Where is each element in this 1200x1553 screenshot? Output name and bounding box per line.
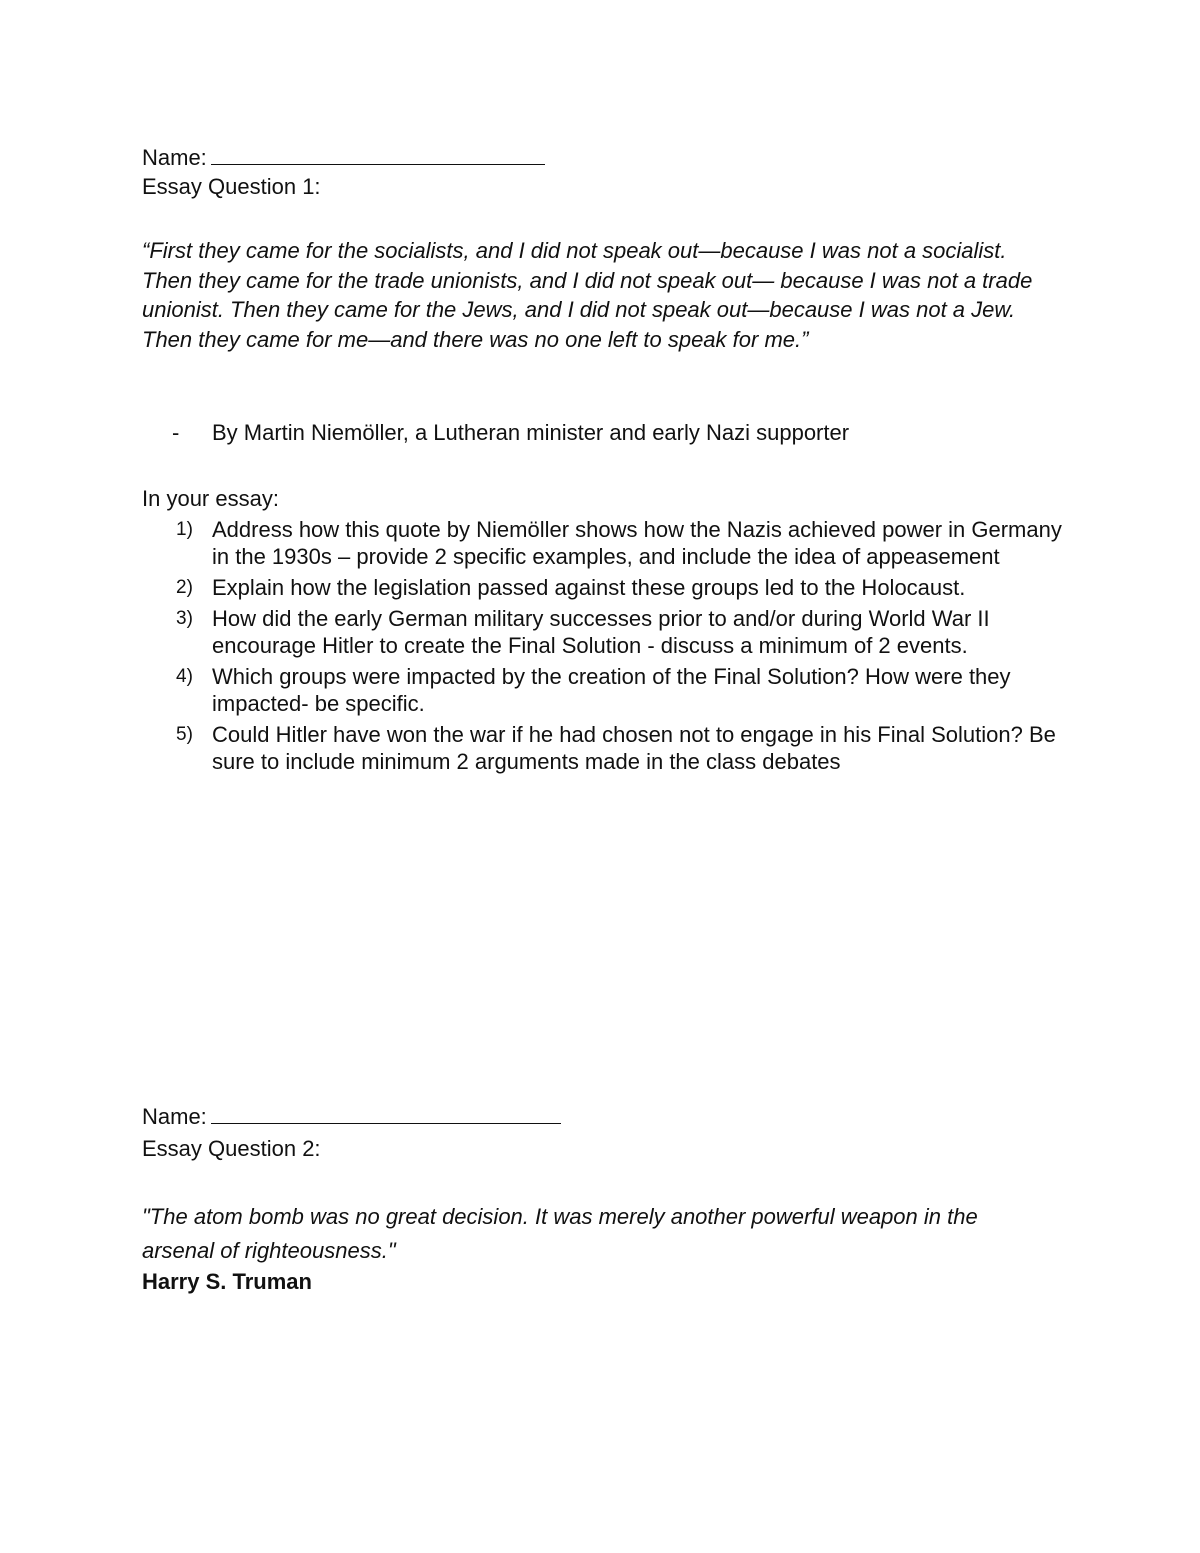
quote-line: Then they came for me—and there was no one left to speak for me.” <box>142 326 809 352</box>
list-item <box>142 663 1062 717</box>
list-number: 4) <box>176 666 193 687</box>
list-item <box>142 721 1062 775</box>
attribution-text: By Martin Niemöller, a Lutheran minister and early Nazi supporter <box>212 420 850 445</box>
list-item <box>142 516 1062 570</box>
essay-question-1-heading: Essay Question 1: <box>142 174 321 199</box>
list-text: How did the early German military successes prior to and/or during World War II encourage Hitler to create the Final Solution - discuss a minimum of 2 events. <box>212 606 990 658</box>
niemoller-quote <box>142 236 1047 354</box>
name-blank-line <box>211 142 545 165</box>
quote-line: Then they came for the trade unionists, and I did not speak out— because I was not a trade unionist. Then they came for the Jews, and I did not speak out—because I was not a Jew. <box>142 267 1033 322</box>
name-label: Name: <box>142 145 207 170</box>
quote-line: “First they came for the socialists, and I did not speak out—because I was not a socialist. <box>142 238 1007 263</box>
essay-question-2-heading: Essay Question 2: <box>142 1136 321 1161</box>
name-label: Name: <box>142 1104 207 1129</box>
list-number: 5) <box>176 724 193 745</box>
name-blank-line <box>211 1101 561 1124</box>
list-text: Which groups were impacted by the creation of the Final Solution? How were they impacted- be specific. <box>212 664 1011 716</box>
list-number: 3) <box>176 608 193 629</box>
essay-task-list <box>142 516 1062 779</box>
list-text: Could Hitler have won the war if he had chosen not to engage in his Final Solution? Be sure to include minimum 2 arguments made in the class debates <box>212 722 1056 774</box>
name-line-1 <box>142 142 1062 173</box>
quote-author: Harry S. Truman <box>142 1269 312 1294</box>
list-item <box>142 605 1062 659</box>
list-text: Explain how the legislation passed against these groups led to the Holocaust. <box>212 575 966 600</box>
quote-attribution <box>172 418 849 448</box>
name-line-2 <box>142 1101 1062 1132</box>
essay-intro: In your essay: <box>142 486 279 511</box>
list-item <box>142 574 1062 601</box>
attribution-dash: - <box>172 420 180 445</box>
truman-quote: "The atom bomb was no great decision. It was merely another powerful weapon in the arsenal of righteousness." <box>142 1204 978 1263</box>
list-number: 2) <box>176 577 193 598</box>
list-number: 1) <box>176 519 193 540</box>
list-text: Address how this quote by Niemöller shows how the Nazis achieved power in Germany in the 1930s – provide 2 specific examples, and include the idea of appeasement <box>212 517 1062 569</box>
